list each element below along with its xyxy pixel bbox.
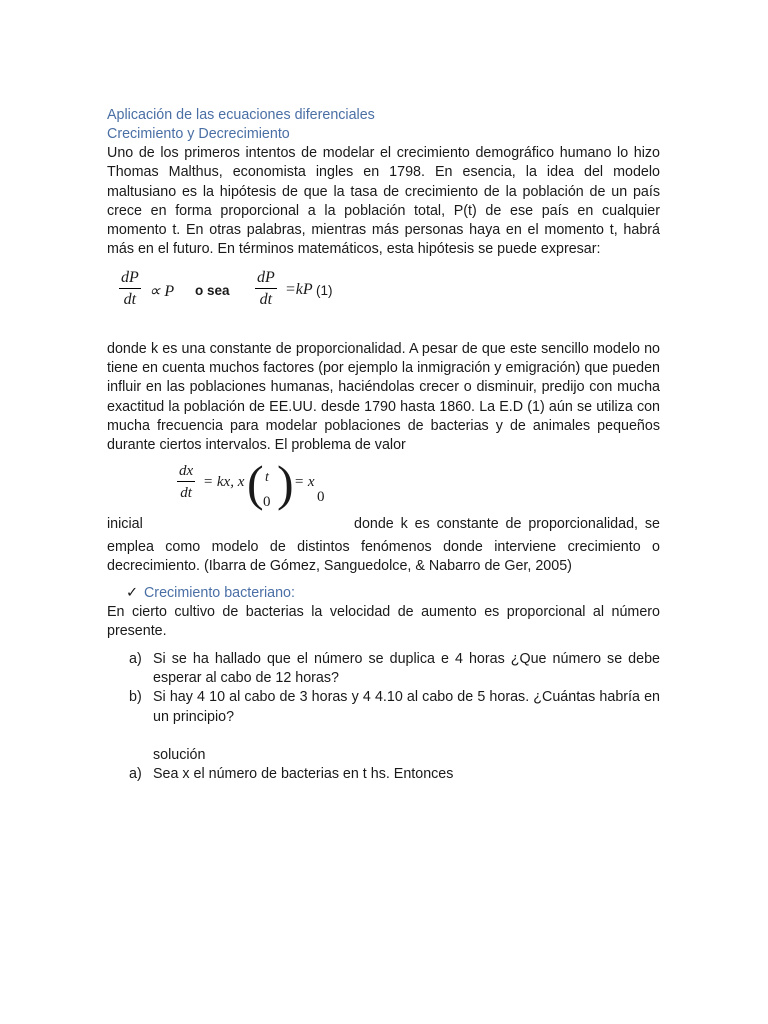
equation-1 [107, 264, 660, 334]
eq2-den: dt [180, 484, 192, 501]
solution-item-label: a) [129, 766, 142, 783]
eq2-fraction [177, 461, 195, 504]
eq2-top: t [265, 469, 269, 485]
checkmark-icon: ✓ [126, 585, 138, 602]
list-item-label: b) [129, 689, 142, 706]
paragraph-4: En cierto cultivo de bacterias la velocidad de aumento es proporcional al número presente. [107, 604, 660, 640]
section-heading [126, 584, 660, 603]
list-item [107, 688, 660, 727]
eq1-osea: o sea [195, 282, 230, 298]
eq1-den-right: dt [259, 290, 273, 308]
eq2-eq: = x [294, 473, 315, 490]
document-title: Aplicación de las ecuaciones diferenciales [107, 107, 375, 123]
eq2-sub: 0 [317, 488, 325, 505]
eq2-right-paren: ) [277, 454, 294, 511]
list-item [107, 650, 660, 689]
solution-item-text: Sea x el número de bacterias en t hs. Entonces [153, 766, 454, 783]
eq2-num: dx [177, 461, 195, 482]
document-subtitle: Crecimiento y Decrecimiento [107, 126, 290, 142]
equation-2 [177, 456, 357, 534]
eq1-den-left: dt [123, 290, 137, 308]
eq1-rhs: =kP [285, 280, 313, 298]
eq1-label: (1) [316, 282, 333, 298]
eq1-fraction-left [119, 268, 141, 311]
list-item-label: a) [129, 650, 142, 667]
eq2-bottom: 0 [263, 493, 271, 510]
question-list [107, 650, 660, 727]
solution-item [107, 765, 660, 784]
paragraph-3: emplea como modelo de distintos fenómenos donde interviene crecimiento o decrecimiento. (Ibarra de Gómez, Sanguedolce, & Nabarro de Ger, 2005) [107, 538, 660, 574]
eq1-num-left: dP [119, 268, 141, 289]
eq1-num-right: dP [255, 268, 277, 289]
inicial-word: inicial [107, 515, 143, 532]
eq2-rhs: = kx, x [203, 473, 245, 490]
paragraph-2: donde k es una constante de proporcionalidad. A pesar de que este sencillo modelo no tiene en cuenta muchos factores (por ejemplo la inmigración y emigración) que pueden influir en las poblaciones humanas, haciéndolas crecer o disminuir, predijo con mucha exactitud la población de EE.UU. desde 1790 hasta 1860. La E.D (1) aún se utiliza con mucha frecuencia para modelar poblaciones de bacterias y de animales pequeños durante ciertos intervalos. El problema de valor [107, 340, 660, 454]
list-item-text: Si se ha hallado que el número se duplica e 4 horas ¿Que número se debe esperar al cabo de 12 horas? [153, 650, 660, 687]
equation-2-line [107, 456, 660, 538]
solution-heading: solución [153, 746, 206, 763]
section-title: Crecimiento bacteriano: [143, 585, 295, 602]
list-item-text: Si hay 4 10 al cabo de 3 horas y 4 4.10 al cabo de 5 horas. ¿Cuántas habría en un principio? [153, 689, 660, 725]
donde-k-text: donde k es constante de proporcionalidad, se [354, 515, 660, 532]
eq1-proportional: ∝ P [149, 282, 175, 300]
document-page [107, 106, 660, 785]
eq1-fraction-right [255, 268, 277, 311]
intro-paragraph: Uno de los primeros intentos de modelar el crecimiento demográfico humano lo hizo Thomas Malthus, economista ingles en 1798. En esencia, la idea del modelo maltusiano es la hipótesis de que la tasa de crecimiento de la población de un país crece en forma proporcional a la población total, P(t) de ese país en cualquier momento t. En otras palabras, mientras más personas haya en el momento t, habrá más en el futuro. En términos matemáticos, esta hipótesis se puede expresar: [107, 145, 660, 258]
eq2-left-paren: ( [247, 454, 264, 511]
